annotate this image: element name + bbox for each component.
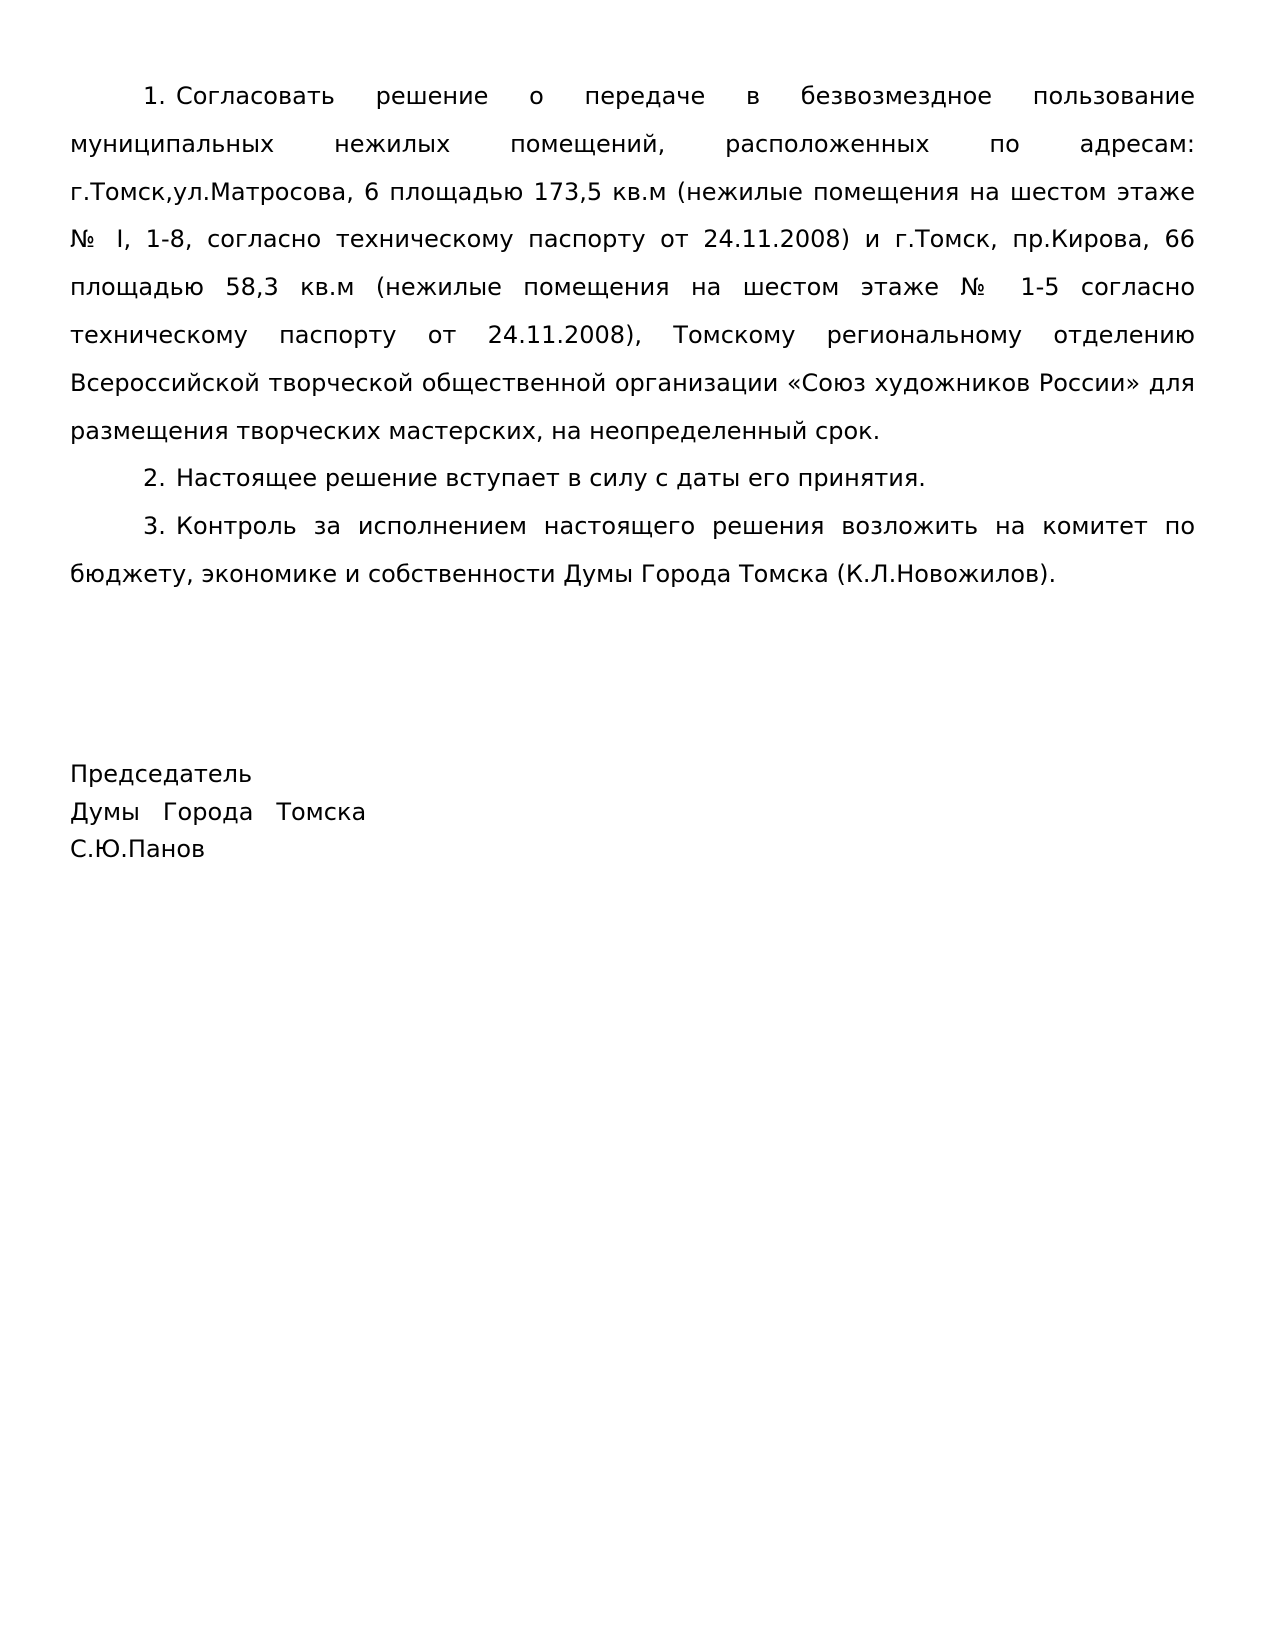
paragraph-2-text: Настоящее решение вступает в силу с даты его принятия. [176, 464, 926, 493]
paragraph-1-text: Согласовать решение о передаче в безвозмездное пользование муниципальных нежилых помещений, расположенных по адресам: г.Томск,ул.Матросова, 6 площадью 173,5 кв.м (нежилые помещения на шестом этаже № I, 1-8, согласно техническому паспорту от 24.11.2008) и г.Томск, пр.Кирова, 66 площадью 58,3 кв.м (нежилые помещения на шестом этаже № 1-5 согласно техническому паспорту от 24.11.2008), Томскому региональному отделению Всероссийской творческой общественной организации «Союз художников России» для размещения творческих мастерских, на неопределенный срок. [70, 82, 1195, 445]
signature-name: С.Ю.Панов [70, 835, 206, 863]
paragraph-2 [70, 455, 1195, 503]
paragraph-3 [70, 503, 1195, 599]
paragraph-1-number: 1. [143, 82, 166, 110]
signature-position: Председатель [70, 760, 253, 788]
signature-block [70, 756, 366, 869]
paragraph-2-number: 2. [143, 464, 166, 493]
paragraph-3-text: Контроль за исполнением настоящего решения возложить на комитет по бюджету, экономике и собственности Думы Города Томска (К.Л.Новожилов). [70, 512, 1195, 588]
paragraph-3-number: 3. [143, 512, 166, 541]
signature-organization: Думы Города Томска [70, 797, 367, 826]
paragraph-1 [70, 73, 1195, 455]
document-body [70, 73, 1195, 599]
